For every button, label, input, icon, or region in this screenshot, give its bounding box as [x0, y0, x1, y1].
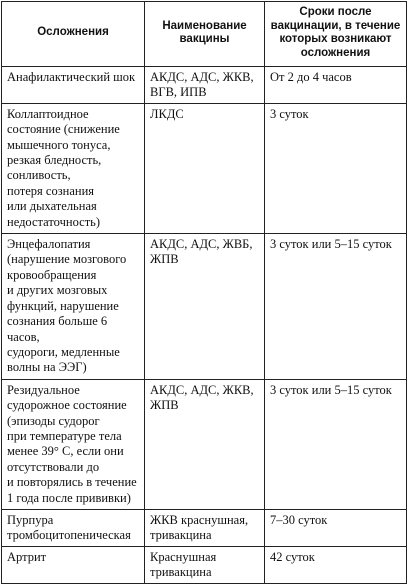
table-row: [2, 509, 407, 546]
cell-complication: Анафилактический шок: [2, 67, 145, 104]
cell-vaccine: ЛКДС: [145, 103, 265, 233]
cell-vaccine: ЖКВ краснушная, тривакцина: [145, 509, 265, 546]
table-row: [2, 103, 407, 233]
cell-complication: Коллаптоидное состояние (снижение мышечного тонуса, резкая бледность, сонливость, потеря сознания или дыхательная недостаточность): [2, 103, 145, 233]
table-row: [2, 67, 407, 104]
vaccination-complications-table: [1, 1, 407, 584]
cell-timing: 3 суток: [265, 103, 407, 233]
cell-vaccine: АКДС, АДС, ЖВБ, ЖПВ: [145, 234, 265, 380]
table-row: [2, 234, 407, 380]
cell-timing: 3 суток или 5–15 суток: [265, 234, 407, 380]
cell-vaccine: АКДС, АДС, ЖКВ, ЖПВ: [145, 379, 265, 509]
cell-vaccine: АКДС, АДС, ЖКВ, ВГВ, ИПВ: [145, 67, 265, 104]
cell-timing: 42 суток: [265, 546, 407, 583]
cell-complication: Пурпура тромбоцитопеническая: [2, 509, 145, 546]
header-timing: Сроки после вакцинации, в течение которых возникают осложнения: [265, 2, 407, 67]
table-row: [2, 546, 407, 583]
cell-timing: 7–30 суток: [265, 509, 407, 546]
cell-complication: Резидуальное судорожное состояние (эпизоды судорог при температуре тела менее 39° С, если они отсутствовали до и повторялись в течение 1 года после прививки): [2, 379, 145, 509]
table-header-row: [2, 2, 407, 67]
cell-complication: Артрит: [2, 546, 145, 583]
cell-timing: От 2 до 4 часов: [265, 67, 407, 104]
header-vaccine: Наименование вакцины: [145, 2, 265, 67]
header-complication: Осложнения: [2, 2, 145, 67]
cell-vaccine: Краснушная тривакцина: [145, 546, 265, 583]
cell-complication: Энцефалопатия (нарушение мозгового кровообращения и других мозговых функций, нарушение сознания больше 6 часов, судороги, медленные волны на ЭЭГ): [2, 234, 145, 380]
cell-timing: 3 суток или 5–15 суток: [265, 379, 407, 509]
